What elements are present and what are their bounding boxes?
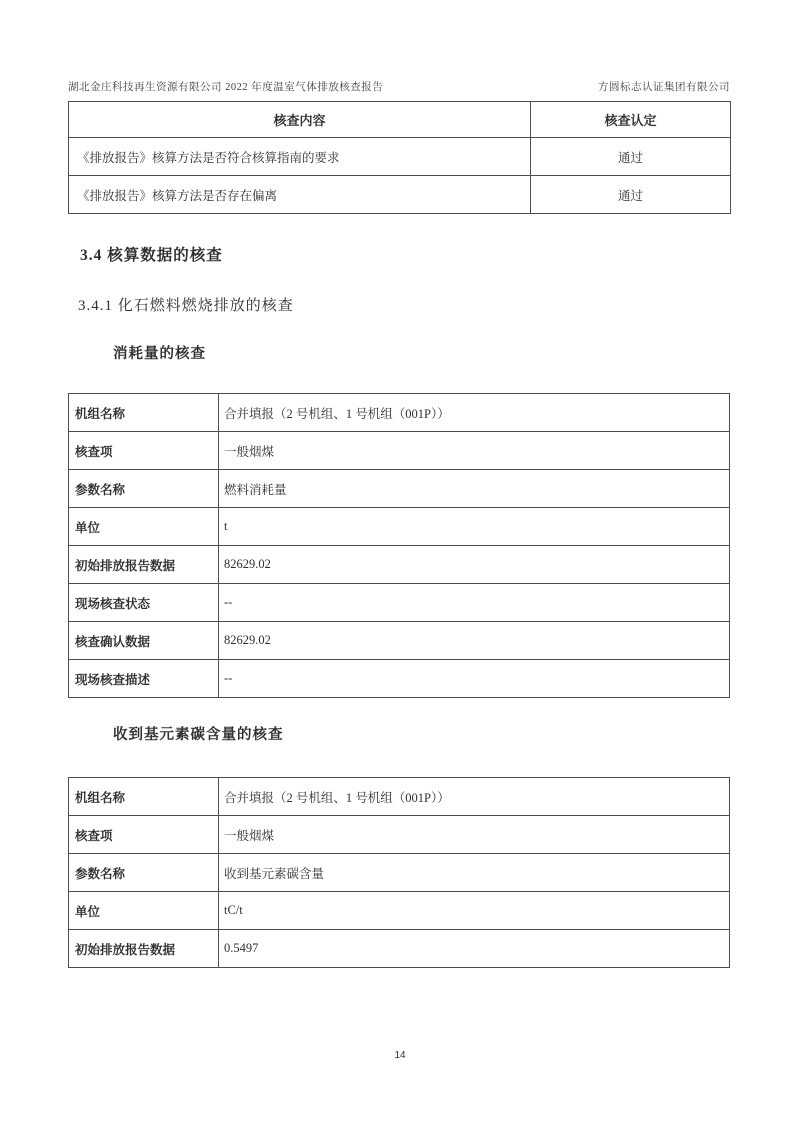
verification-content-cell: 《排放报告》核算方法是否存在偏离 [69, 176, 531, 214]
row-label: 核查项 [69, 816, 219, 854]
row-value: 0.5497 [219, 930, 730, 968]
table-row [69, 584, 730, 622]
column-header-result: 核查认定 [531, 102, 731, 138]
row-value: 一般烟煤 [219, 432, 730, 470]
table-row [69, 854, 730, 892]
row-value: 82629.02 [219, 622, 730, 660]
verification-result-cell: 通过 [531, 176, 731, 214]
verification-result-cell: 通过 [531, 138, 731, 176]
row-label: 参数名称 [69, 470, 219, 508]
table-row [69, 930, 730, 968]
carbon-content-verification-table [68, 777, 730, 968]
table-row [69, 508, 730, 546]
table-row [69, 432, 730, 470]
row-value: -- [219, 660, 730, 698]
table-row [69, 660, 730, 698]
row-value: 一般烟煤 [219, 816, 730, 854]
verification-conclusion-table [68, 101, 731, 214]
row-value: 合并填报（2 号机组、1 号机组（001P）） [219, 394, 730, 432]
header-company-name: 方圆标志认证集团有限公司 [598, 82, 730, 93]
row-value: 燃料消耗量 [219, 470, 730, 508]
row-label: 核查项 [69, 432, 219, 470]
row-value: 收到基元素碳含量 [219, 854, 730, 892]
row-label: 单位 [69, 892, 219, 930]
table-row [69, 622, 730, 660]
subheading-consumption-verification: 消耗量的核查 [113, 346, 206, 362]
table-row [69, 176, 731, 214]
row-value: t [219, 508, 730, 546]
section-heading-3-4: 3.4 核算数据的核查 [80, 247, 223, 264]
table-row [69, 394, 730, 432]
row-label: 初始排放报告数据 [69, 546, 219, 584]
table-row [69, 816, 730, 854]
row-label: 初始排放报告数据 [69, 930, 219, 968]
header-report-title: 湖北金庄科技再生资源有限公司 2022 年度温室气体排放核查报告 [68, 82, 384, 93]
row-label: 参数名称 [69, 854, 219, 892]
column-header-content: 核查内容 [69, 102, 531, 138]
subheading-carbon-content-verification: 收到基元素碳含量的核查 [113, 727, 284, 743]
consumption-verification-table [68, 393, 730, 698]
row-label: 现场核查状态 [69, 584, 219, 622]
table-row [69, 778, 730, 816]
table-header-row [69, 102, 731, 138]
row-label: 核查确认数据 [69, 622, 219, 660]
row-label: 单位 [69, 508, 219, 546]
row-value: 合并填报（2 号机组、1 号机组（001P）） [219, 778, 730, 816]
row-label: 机组名称 [69, 778, 219, 816]
table-row [69, 470, 730, 508]
table-row [69, 138, 731, 176]
row-label: 机组名称 [69, 394, 219, 432]
row-value: -- [219, 584, 730, 622]
row-value: 82629.02 [219, 546, 730, 584]
page-header [68, 82, 730, 94]
table-row [69, 546, 730, 584]
section-heading-3-4-1: 3.4.1 化石燃料燃烧排放的核查 [78, 298, 294, 314]
verification-content-cell: 《排放报告》核算方法是否符合核算指南的要求 [69, 138, 531, 176]
table-row [69, 892, 730, 930]
row-label: 现场核查描述 [69, 660, 219, 698]
row-value: tC/t [219, 892, 730, 930]
page-number: 14 [394, 1050, 406, 1061]
